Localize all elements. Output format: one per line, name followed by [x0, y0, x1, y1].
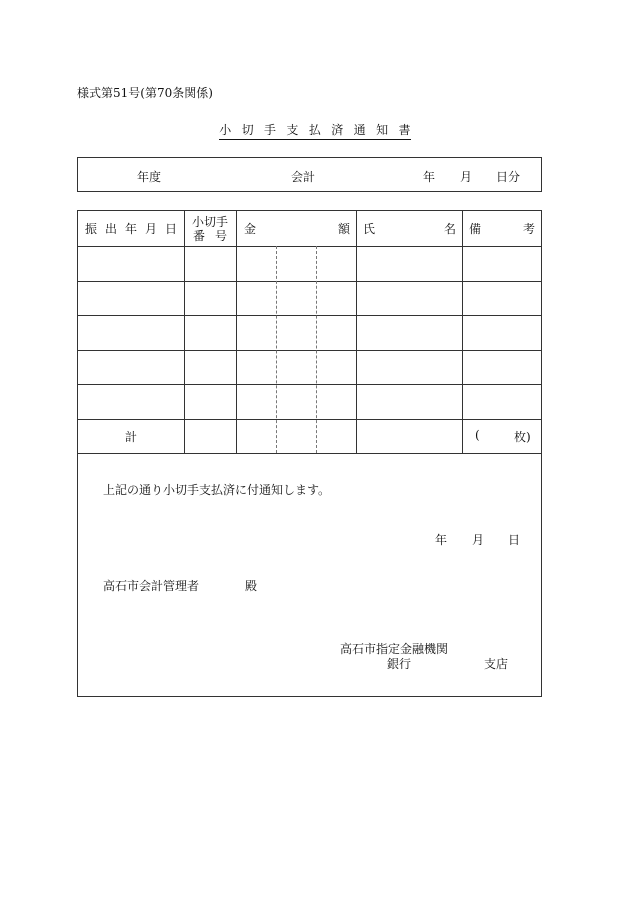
amount-column-header: 金 額 — [244, 222, 350, 236]
check-number-column-header: 小切手 番 号 — [191, 214, 228, 243]
header-box — [77, 157, 542, 192]
total-label: 計 — [125, 430, 138, 444]
row-divider — [78, 315, 541, 316]
row-divider — [78, 419, 541, 420]
row-divider — [78, 453, 541, 454]
column-divider — [236, 211, 237, 453]
row-divider — [78, 384, 541, 385]
header-month-label: 月 — [460, 170, 473, 184]
branch-label: 支店 — [484, 657, 509, 671]
document-title — [0, 121, 630, 138]
notice-year-label: 年 — [435, 533, 448, 547]
header-year-label: 年 — [423, 170, 436, 184]
sheet-count-open: ( — [475, 428, 480, 442]
notice-message: 上記の通り小切手支払済に付通知します。 — [103, 483, 331, 497]
bank-label: 銀行 — [387, 657, 412, 671]
amount-digit-divider — [316, 246, 317, 453]
sheet-count-close: 枚) — [514, 430, 531, 444]
designated-institution: 高石市指定金融機関 — [340, 642, 449, 656]
addressee: 高石市会計管理者 — [103, 579, 200, 593]
title-text: 小 切 手 支 払 済 通 知 書 — [219, 123, 411, 140]
row-divider — [78, 350, 541, 351]
fiscal-year-label: 年度 — [137, 170, 162, 184]
date-column-header: 振 出 年 月 日 — [85, 222, 177, 236]
notice-day-label: 日 — [508, 533, 521, 547]
form-number: 様式第51号(第70条関係) — [77, 86, 213, 100]
header-day-portion-label: 日分 — [496, 170, 521, 184]
account-label: 会計 — [291, 170, 316, 184]
column-divider — [462, 211, 463, 453]
remarks-column-header: 備 考 — [469, 222, 535, 236]
name-column-header: 氏 名 — [363, 222, 456, 236]
column-divider — [184, 211, 185, 453]
honorific: 殿 — [245, 579, 258, 593]
payment-table — [77, 210, 542, 697]
column-divider — [356, 211, 357, 453]
row-divider — [78, 246, 541, 247]
notice-month-label: 月 — [472, 533, 485, 547]
row-divider — [78, 281, 541, 282]
amount-digit-divider — [276, 246, 277, 453]
